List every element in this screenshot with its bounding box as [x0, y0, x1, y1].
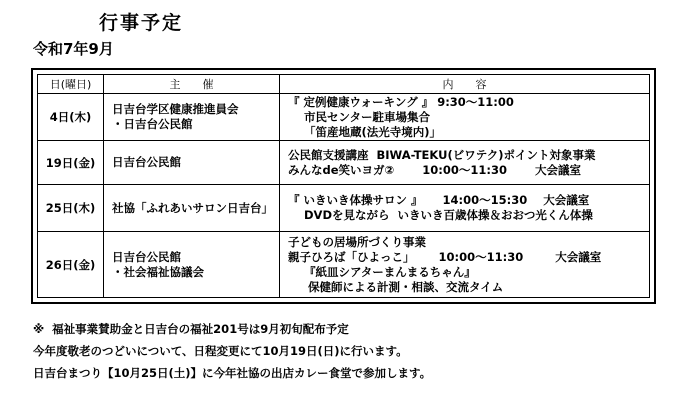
row-host: [104, 94, 280, 140]
host-line: ・日吉台公民館: [112, 117, 193, 131]
row-content: [280, 141, 649, 184]
row-host: [104, 232, 280, 297]
content-line: 市民センター駐車場集合: [288, 109, 431, 124]
schedule-table-inner: [37, 74, 650, 298]
table-row: [38, 141, 649, 185]
content-line: DVDを見ながら いきいき百歳体操＆おおつ光くん体操: [288, 208, 593, 222]
content-line: 『 定例健康ウォーキング 』 9:30～11:00: [288, 94, 514, 109]
host-line: 社協「ふれあいサロン日吉台」: [112, 200, 273, 215]
table-header-row: [38, 75, 649, 94]
row-date: 25日(木): [38, 185, 104, 231]
page-title: 行事予定: [99, 12, 184, 34]
content-line: 『紙皿シアターまんまるちゃん』: [288, 264, 476, 279]
host-line: ・社会福祉協議会: [112, 264, 204, 279]
row-date: 26日(金): [38, 232, 104, 297]
content-line: 保健師による計測・相談、交流タイム: [288, 279, 504, 294]
schedule-table: [31, 68, 656, 304]
note-line: 日吉台まつり【10月25日(土)】に今年社協の出店カレー食堂で参加します。: [33, 366, 432, 380]
row-content: [280, 185, 649, 231]
row-content: [280, 232, 649, 297]
row-host: [104, 185, 280, 231]
content-line: 公民館支援講座 BIWA-TEKU(ビワテク)ポイント対象事業: [288, 147, 596, 162]
row-date: 19日(金): [38, 141, 104, 184]
row-host: [104, 141, 280, 184]
notes-section: [33, 318, 431, 384]
host-line: 日吉台公民館: [112, 249, 181, 264]
row-content: [280, 94, 649, 140]
note-line: ※ 福祉事業賛助金と日吉台の福祉201号は9月初旬配布予定: [33, 322, 349, 336]
host-line: 日吉台公民館: [112, 155, 181, 169]
row-date: 4日(木): [38, 94, 104, 140]
content-line: 『 いきいき体操サロン 』 14:00～15:30 大会議室: [288, 193, 590, 207]
column-header-content: 内 容: [442, 77, 487, 91]
column-header-host: 主 催: [104, 75, 280, 93]
table-row: [38, 185, 649, 232]
content-line: 親子ひろば「ひよっこ」 10:00～11:30 大会議室: [288, 249, 602, 264]
content-line: 「笛産地蔵(法光寺境内)」: [288, 124, 442, 139]
table-row: [38, 94, 649, 141]
month-label: 令和7年9月: [33, 40, 114, 58]
content-line: みんなde笑いヨガ② 10:00～11:30 大会議室: [288, 162, 582, 177]
note-line: 今年度敬老のつどいについて、日程変更にて10月19日(日)に行います。: [33, 344, 408, 358]
host-line: 日吉台学区健康推進員会: [112, 102, 239, 116]
column-header-date: 日(曜日): [38, 75, 104, 93]
content-line: 子どもの居場所づくり事業: [288, 234, 426, 249]
table-row: [38, 232, 649, 297]
